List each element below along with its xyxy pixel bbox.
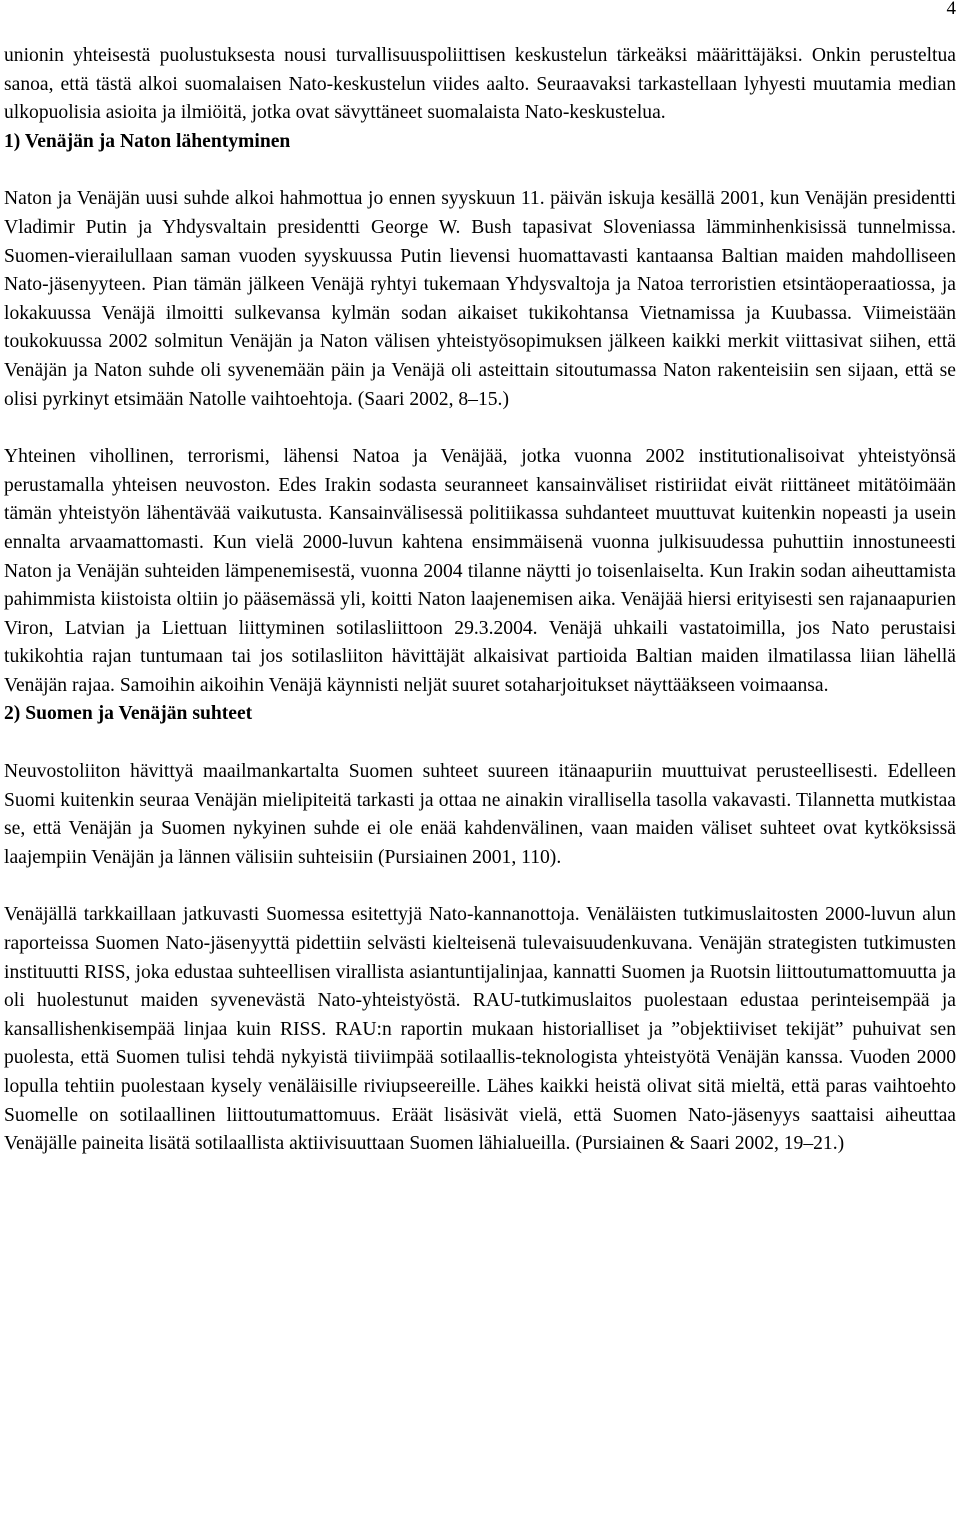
paragraph-russia-nato-relations: Naton ja Venäjän uusi suhde alkoi hahmottua jo ennen syyskuun 11. päivän iskuja kesällä 2001, kun Venäjän presidentti Vladimir Putin ja Yhdysvaltain presidentti George W. Bush tapasivat Sloveniassa lämminhenkisissä tunnelmissa. Suomen-vierailullaan saman vuoden syyskuussa Putin lievensi huomattavasti kantaansa Baltian maiden mahdolliseen Nato-jäsenyyteen. Pian tämän jälkeen Venäjä ryhtyi tukemaan Yhdysvaltoja ja Natoa terroristien etsintäoperaatiossa, ja lokakuussa Venäjä ilmoitti sulkevansa kylmän sodan aikaiset tukikohtansa Vietnamissa ja Kuubassa. Viimeistään toukokuussa 2002 solmitun Venäjän ja Naton välisen yhteistyösopimuksen jälkeen kaikki merkit viittasivat siihen, että Venäjän ja Naton suhde oli syvenemään päin ja Venäjä oli asteittain sitoutumassa Naton rakenteisiin sen sijaan, että se olisi pyrkinyt etsimään Natolle vaihtoehtoja. (Saari 2002, 8–15.) <box>4 188 956 410</box>
paragraph-russian-research-views: Venäjällä tarkkaillaan jatkuvasti Suomessa esitettyjä Nato-kannanottoja. Venäläisten tutkimuslaitosten 2000-luvun alun raporteissa Suomen Nato-jäsenyyttä pidettiin selvästi kielteisenä tulevaisuudenkuvana. Venäjän strategisten tutkimusten instituutti RISS, joka edustaa suhteellisen virallista asiantuntijalinjaa, kannatti Suomen ja Ruotsin liittoutumattomuutta ja oli huolestunut maiden syvenevästä Nato-yhteistyöstä. RAU-tutkimuslaitos puolestaan edustaa perinteisempää ja kansallishenkisempää linjaa kuin RISS. RAU:n raportin mukaan historialliset ja ”objektiiviset tekijät” puhuivat sen puolesta, että Suomen tulisi tehdä nykyistä tiiviimpää sotilaallis-teknologista yhteistyötä Venäjän kanssa. Vuoden 2000 lopulla tehtiin puolestaan kysely venäläisille riviupseereille. Lähes kaikki heistä olivat sitä mieltä, että paras vaihtoehto Suomelle on sotilaallinen liittoutumattomuus. Eräät lisäsivät vielä, että Suomen Nato-jäsenyys saattaisi aiheuttaa Venäjälle paineita lisätä sotilaallista aktiivisuuttaan Suomen lähialueilla. (Pursiainen & Saari 2002, 19–21.) <box>4 904 956 1155</box>
paragraph-finland-russia-relations: Neuvostoliiton hävittyä maailmankartalta Suomen suhteet suureen itänaapuriin muuttuivat perusteellisesti. Edelleen Suomi kuitenkin seuraa Venäjän mielipiteitä tarkasti ja ottaa ne ainakin virallisella tasolla vakavasti. Tilannetta mutkistaa se, että Venäjän ja Suomen nykyinen suhde ei ole enää kahdenvälinen, vaan maiden väliset suhteet ovat kytköksissä laajempiin Venäjän ja lännen välisiin suhteisiin (Pursiainen 2001, 110). <box>4 761 956 868</box>
paragraph-intro: unionin yhteisestä puolustuksesta nousi turvallisuuspoliittisen keskustelun tärkeäksi määrittäjäksi. Onkin perusteltua sanoa, että tästä alkoi suomalaisen Nato-keskustelun viides aalto. Seuraavaksi tarkastellaan lyhyesti muutamia median ulkopuolisia asioita ja ilmiöitä, jotka ovat sävyttäneet suomalaista Nato-keskustelua. <box>4 45 956 124</box>
section-heading-finland-russia: 2) Suomen ja Venäjän suhteet <box>4 703 253 725</box>
section-heading-russia-nato: 1) Venäjän ja Naton lähentyminen <box>4 130 291 152</box>
page-number: 4 <box>946 0 956 19</box>
document-body <box>4 42 956 1159</box>
paragraph-terrorism-cooperation: Yhteinen vihollinen, terrorismi, lähensi Natoa ja Venäjää, jotka vuonna 2002 institutionalisoivat yhteistyönsä perustamalla yhteisen neuvoston. Edes Irakin sodasta seuranneet kansainväliset ristiriidat eivät riittäneet mitätöimään tämän yhteistyön lähentävää vaikutusta. Kansainvälisessä politiikassa suhdanteet muuttuvat kuitenkin nopeasti ja usein ennalta arvaamattomasti. Kun vielä 2000-luvun kahtena ensimmäisenä vuonna julkisuudessa puhuttiin innostuneesti Naton ja Venäjän suhteiden lämpenemisestä, vuonna 2004 tilanne näytti jo toisenlaiselta. Kun Irakin sodan aiheuttamista pahimmista kiistoista oltiin jo pääsemässä yli, koitti Naton laajenemisen aika. Venäjää hiersi erityisesti sen rajanaapurien Viron, Latvian ja Liettuan liittyminen sotilasliittoon 29.3.2004. Venäjä uhkaili vastatoimilla, jos Nato perustaisi tukikohtia rajan tuntumaan tai jos sotilasliiton hävittäjät alkaisivat partioida Baltian maiden ilmatilassa liian lähellä Venäjän rajaa. Samoihin aikoihin Venäjä käynnisti neljät suuret sotaharjoitukset näyttääkseen voimaansa. <box>4 446 956 696</box>
